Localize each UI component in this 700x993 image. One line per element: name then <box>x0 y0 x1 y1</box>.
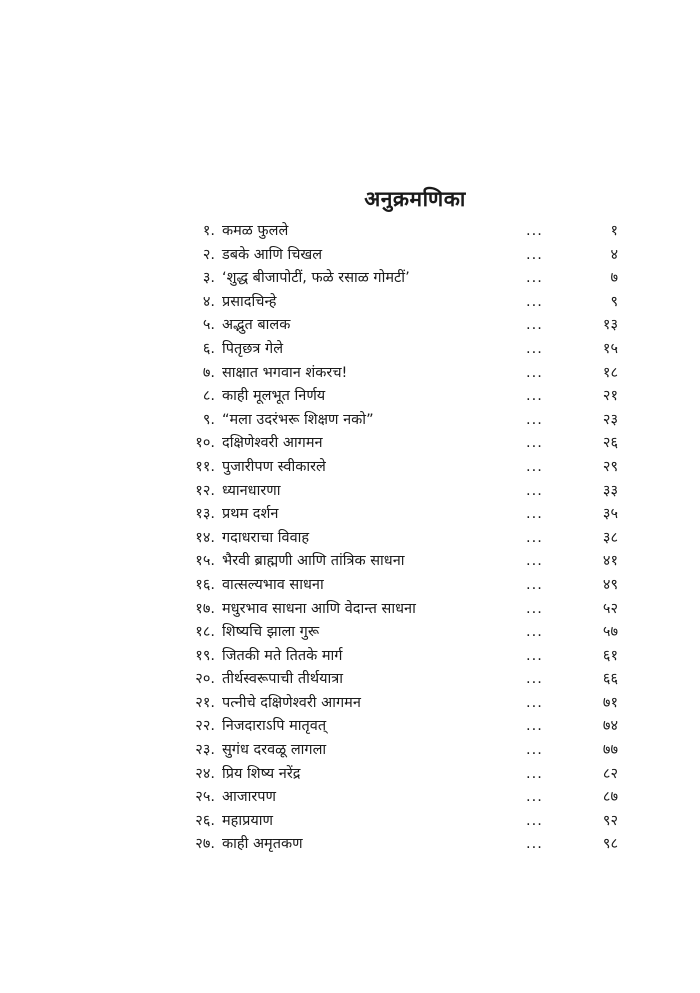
toc-entry <box>0 220 700 244</box>
toc-entry <box>0 291 700 315</box>
entry-number: १. <box>202 223 215 239</box>
entry-page-number: ७ <box>610 270 618 287</box>
entry-page-number: ४ <box>610 246 618 263</box>
entry-number: १९. <box>195 647 215 664</box>
entry-page-number: ७७ <box>602 742 618 759</box>
entry-leader: ... <box>526 836 543 853</box>
entry-leader: ... <box>526 529 543 546</box>
toc-entry <box>0 715 700 739</box>
entry-number: २४. <box>195 765 215 782</box>
toc-entry <box>0 267 700 291</box>
entry-leader: ... <box>526 765 543 782</box>
entry-title: तीर्थस्वरूपाची तीर्थयात्रा <box>222 671 344 688</box>
entry-leader: ... <box>526 789 543 806</box>
entry-title: कमळ फुलले <box>222 223 289 239</box>
entry-number: ९. <box>202 411 215 428</box>
entry-title: ध्यानधारणा <box>222 482 281 499</box>
entry-leader: ... <box>526 600 543 617</box>
entry-leader: ... <box>526 364 543 381</box>
entry-title: महाप्रयाण <box>222 812 274 829</box>
entry-leader: ... <box>526 270 543 287</box>
toc-entry <box>0 668 700 692</box>
toc-entry <box>0 786 700 810</box>
entry-number: १७. <box>195 600 215 617</box>
entry-page-number: १८ <box>602 364 618 381</box>
entry-leader: ... <box>526 317 543 334</box>
entry-title: गदाधराचा विवाह <box>222 529 310 546</box>
entry-number: १६. <box>195 576 215 593</box>
entry-number: १३. <box>195 506 215 523</box>
entry-leader: ... <box>526 718 543 735</box>
toc-entry <box>0 810 700 834</box>
entry-number: १४. <box>195 529 215 546</box>
entry-number: ७. <box>202 364 215 381</box>
entry-leader: ... <box>526 553 543 570</box>
entry-title: निजदाराऽपि मातृवत् <box>222 718 327 735</box>
entry-number: २१. <box>195 694 215 711</box>
entry-leader: ... <box>526 647 543 664</box>
entry-leader: ... <box>526 223 543 239</box>
entry-page-number: ५२ <box>602 600 618 617</box>
entry-page-number: ९८ <box>602 836 618 853</box>
entry-number: १८. <box>195 624 215 641</box>
toc-entry <box>0 314 700 338</box>
entry-leader: ... <box>526 411 543 428</box>
entry-page-number: १५ <box>602 340 618 357</box>
entry-leader: ... <box>526 340 543 357</box>
toc-entry <box>0 456 700 480</box>
entry-page-number: १ <box>610 223 618 239</box>
entry-number: २. <box>202 246 215 263</box>
toc-entry <box>0 244 700 268</box>
toc-entry <box>0 362 700 386</box>
toc-entry <box>0 409 700 433</box>
entry-leader: ... <box>526 435 543 452</box>
entry-number: २६. <box>195 812 215 829</box>
toc-entry <box>0 692 700 716</box>
toc-entry <box>0 550 700 574</box>
entry-leader: ... <box>526 458 543 475</box>
entry-title: काही मूलभूत निर्णय <box>222 388 326 405</box>
entry-title: पितृछत्र गेले <box>222 340 284 357</box>
entry-page-number: २९ <box>602 458 618 475</box>
entry-leader: ... <box>526 671 543 688</box>
entry-title: पत्नीचे दक्षिणेश्वरी आगमन <box>222 694 361 711</box>
entry-number: ८. <box>202 388 215 405</box>
entry-page-number: २१ <box>602 388 618 405</box>
entry-title: प्रिय शिष्य नरेंद्र <box>222 765 301 782</box>
table-of-contents <box>0 220 700 857</box>
toc-entry <box>0 503 700 527</box>
entry-page-number: ४९ <box>602 576 618 593</box>
entry-number: ४. <box>202 293 215 310</box>
entry-title: मधुरभाव साधना आणि वेदान्त साधना <box>222 600 416 617</box>
toc-entry <box>0 574 700 598</box>
toc-entry <box>0 833 700 857</box>
entry-title: काही अमृतकण <box>222 836 303 853</box>
entry-leader: ... <box>526 482 543 499</box>
entry-title: प्रथम दर्शन <box>222 506 279 523</box>
toc-entry <box>0 645 700 669</box>
entry-page-number: ८२ <box>602 765 618 782</box>
entry-leader: ... <box>526 388 543 405</box>
toc-entry <box>0 621 700 645</box>
entry-number: ३. <box>202 270 215 287</box>
entry-number: ६. <box>202 340 215 357</box>
entry-title: प्रसादचिन्हे <box>222 293 277 310</box>
entry-number: १०. <box>195 435 215 452</box>
toc-entry <box>0 598 700 622</box>
entry-number: २३. <box>195 742 215 759</box>
toc-entry <box>0 432 700 456</box>
entry-page-number: ९ <box>610 293 618 310</box>
entry-number: ११. <box>195 458 215 475</box>
entry-leader: ... <box>526 293 543 310</box>
entry-number: २०. <box>195 671 215 688</box>
entry-title: सुगंध दरवळू लागला <box>222 742 327 759</box>
toc-entry <box>0 763 700 787</box>
entry-title: पुजारीपण स्वीकारले <box>222 458 326 475</box>
toc-entry <box>0 527 700 551</box>
entry-page-number: ५७ <box>602 624 618 641</box>
entry-page-number: ३५ <box>602 506 618 523</box>
entry-title: शिष्यचि झाला गुरू <box>222 624 320 641</box>
entry-leader: ... <box>526 742 543 759</box>
entry-title: जितकी मते तितके मार्ग <box>222 647 343 664</box>
entry-page-number: २३ <box>602 411 618 428</box>
entry-title: ‘शुद्ध बीजापोटीं, फळे रसाळ गोमटीं’ <box>222 270 410 287</box>
entry-number: २२. <box>195 718 215 735</box>
entry-title: आजारपण <box>222 789 276 806</box>
entry-leader: ... <box>526 506 543 523</box>
entry-page-number: ३३ <box>602 482 618 499</box>
entry-leader: ... <box>526 576 543 593</box>
entry-page-number: २६ <box>602 435 618 452</box>
entry-leader: ... <box>526 624 543 641</box>
toc-entry <box>0 480 700 504</box>
entry-page-number: ४१ <box>602 553 618 570</box>
entry-page-number: ६१ <box>602 647 618 664</box>
entry-page-number: ९२ <box>602 812 618 829</box>
entry-number: ५. <box>202 317 215 334</box>
entry-leader: ... <box>526 812 543 829</box>
entry-title: साक्षात भगवान शंकरच! <box>222 364 348 381</box>
entry-number: १५. <box>195 553 215 570</box>
entry-title: दक्षिणेश्वरी आगमन <box>222 435 323 452</box>
entry-leader: ... <box>526 694 543 711</box>
entry-page-number: ३८ <box>602 529 618 546</box>
toc-entry <box>0 739 700 763</box>
entry-title: “मला उदरंभरू शिक्षण नको” <box>222 411 374 428</box>
entry-page-number: ८७ <box>602 789 618 806</box>
entry-page-number: ६६ <box>602 671 618 688</box>
entry-title: डबके आणि चिखल <box>222 246 323 263</box>
entry-number: १२. <box>195 482 215 499</box>
entry-number: २७. <box>195 836 215 853</box>
page-title: अनुक्रमणिका <box>364 187 466 211</box>
entry-title: भैरवी ब्राह्मणी आणि तांत्रिक साधना <box>222 553 405 570</box>
toc-entry <box>0 338 700 362</box>
entry-title: वात्सल्यभाव साधना <box>222 576 324 593</box>
entry-title: अद्भुत बालक <box>222 317 291 334</box>
entry-leader: ... <box>526 246 543 263</box>
entry-page-number: ७१ <box>602 694 618 711</box>
entry-number: २५. <box>195 789 215 806</box>
toc-entry <box>0 385 700 409</box>
entry-page-number: १३ <box>602 317 618 334</box>
entry-page-number: ७४ <box>602 718 618 735</box>
